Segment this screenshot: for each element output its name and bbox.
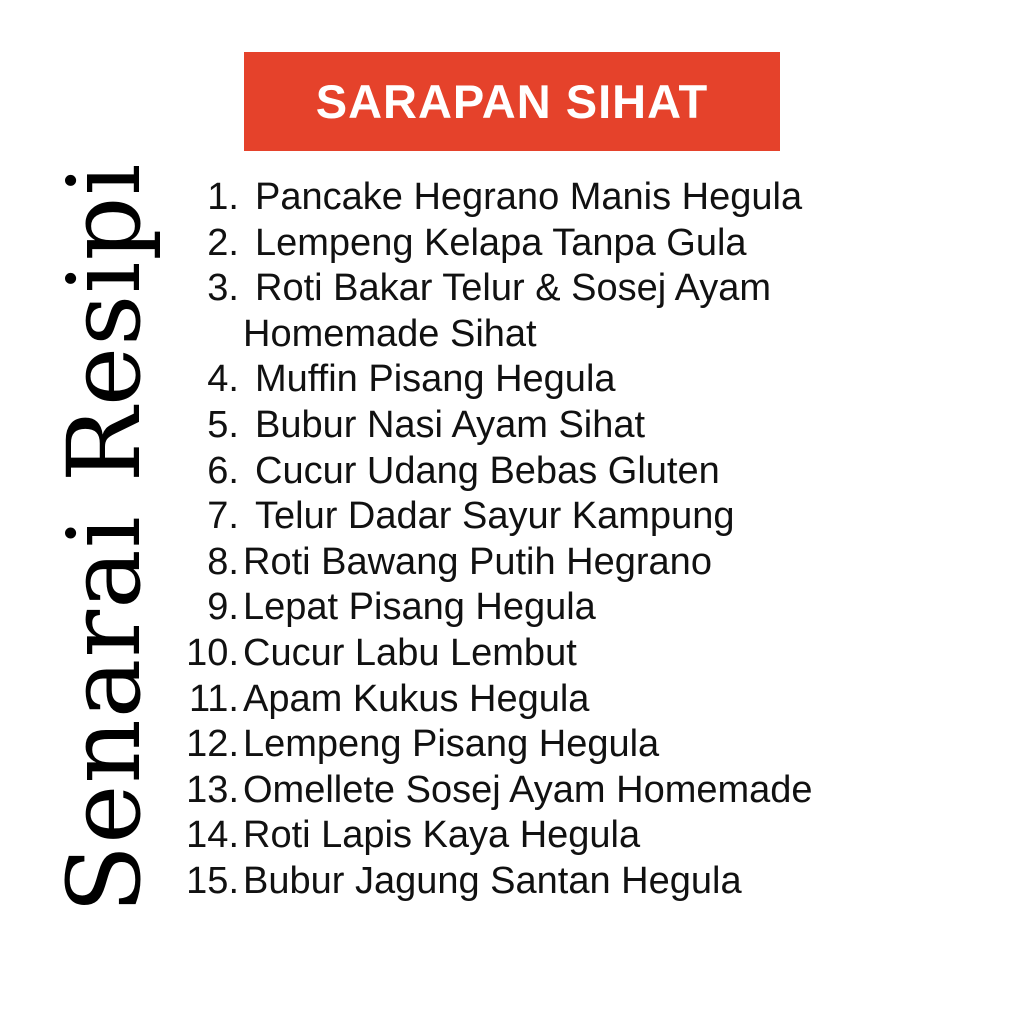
list-item-title: Roti Bawang Putih Hegrano xyxy=(243,540,712,583)
side-title-text: Senarai Resipi xyxy=(46,162,163,914)
list-item-title: Roti Bakar Telur & Sosej Ayam xyxy=(255,267,772,310)
banner-title: SARAPAN SIHAT xyxy=(315,75,709,128)
list-item xyxy=(172,859,813,905)
list-item-number: 6. xyxy=(207,449,239,492)
recipe-list xyxy=(172,175,813,905)
list-item-number: 8. xyxy=(207,540,239,583)
list-item xyxy=(172,266,813,357)
list-item-title: Pancake Hegrano Manis Hegula xyxy=(255,176,803,218)
list-item xyxy=(172,175,813,221)
list-item-title: Roti Lapis Kaya Hegula xyxy=(243,814,641,857)
list-item-title: Muffin Pisang Hegula xyxy=(255,358,616,401)
list-item-title: Cucur Labu Lembut xyxy=(243,631,577,674)
list-item xyxy=(172,768,813,814)
list-item-title-continued: Homemade Sihat xyxy=(243,312,537,355)
list-item-number: 7. xyxy=(207,495,239,538)
list-item-title: Bubur Jagung Santan Hegula xyxy=(243,859,742,902)
list-item-number: 3. xyxy=(207,267,239,310)
list-item-number: 10. xyxy=(186,631,239,674)
list-item-title: Lepat Pisang Hegula xyxy=(243,586,596,629)
list-item xyxy=(172,540,813,586)
list-item xyxy=(172,449,813,495)
list-item xyxy=(172,403,813,449)
list-item-title: Lempeng Kelapa Tanpa Gula xyxy=(255,221,747,264)
list-item-number: 15. xyxy=(186,859,239,902)
list-item-title: Lempeng Pisang Hegula xyxy=(243,723,660,766)
list-item-number: 4. xyxy=(207,358,239,401)
side-title xyxy=(46,162,163,914)
list-item-number: 2. xyxy=(207,221,239,264)
list-item-title: Bubur Nasi Ayam Sihat xyxy=(255,403,646,446)
list-item-number: 1. xyxy=(207,176,239,218)
list-item xyxy=(172,722,813,768)
list-item-title: Telur Dadar Sayur Kampung xyxy=(255,495,735,538)
list-item-number: 5. xyxy=(207,403,239,446)
list-item-title: Omellete Sosej Ayam Homemade xyxy=(243,768,813,811)
list-item-number: 13. xyxy=(186,768,239,811)
list-item-title: Apam Kukus Hegula xyxy=(243,677,590,720)
list-item xyxy=(172,813,813,859)
title-banner xyxy=(244,52,780,151)
list-item xyxy=(172,494,813,540)
list-item xyxy=(172,357,813,403)
list-item-number: 11. xyxy=(188,677,239,720)
list-item-number: 12. xyxy=(186,723,239,766)
list-item xyxy=(172,677,813,723)
list-item xyxy=(172,631,813,677)
list-item xyxy=(172,221,813,267)
list-item-number: 14. xyxy=(186,814,239,857)
list-item-title-wrapper xyxy=(239,266,771,357)
list-item-number: 9. xyxy=(207,586,239,629)
list-item-title: Cucur Udang Bebas Gluten xyxy=(255,449,720,492)
list-item xyxy=(172,585,813,631)
